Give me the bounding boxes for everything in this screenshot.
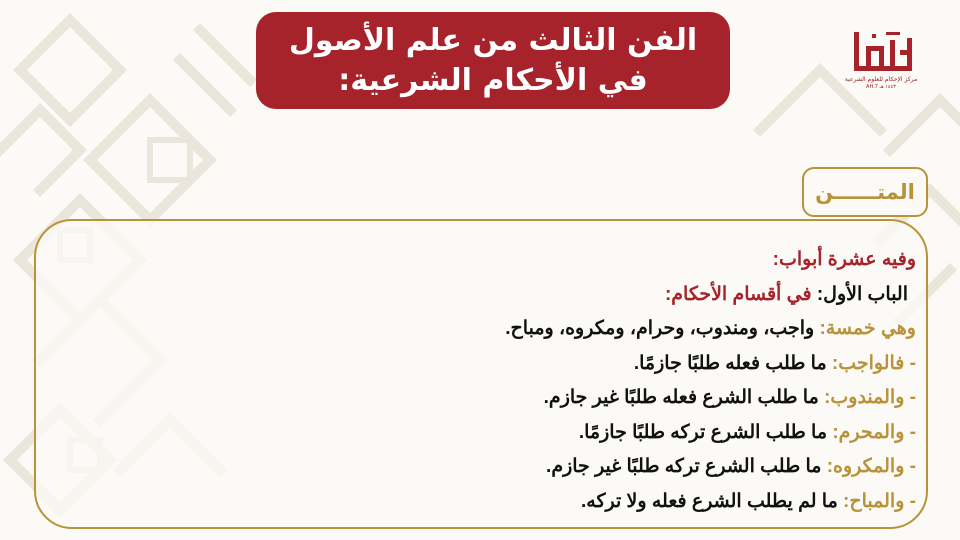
brand-logo <box>846 28 916 96</box>
chapter-line <box>56 278 916 313</box>
definition-row <box>56 347 916 382</box>
bullet-dash: - <box>909 387 916 408</box>
definition-term: والمكروه: <box>826 456 905 477</box>
section-label-box <box>802 167 928 217</box>
definition-row <box>56 381 916 416</box>
definition-text: ما طلب الشرع تركه طلبًا جازمًا. <box>578 421 828 443</box>
definition-text: ما طلب فعله طلبًا جازمًا. <box>633 352 827 374</box>
bullet-dash: - <box>909 352 916 374</box>
logo-subcaption: AH.7 ١٤٤٣ هـ <box>866 84 896 90</box>
intro-line <box>56 243 916 278</box>
definition-text: ما لم يطلب الشرع فعله ولا تركه. <box>581 490 838 512</box>
list-text: واجب، ومندوب، وحرام، ومكروه، ومباح. <box>505 318 815 339</box>
content-panel <box>34 219 928 529</box>
title-banner <box>256 12 730 109</box>
definition-text: ما طلب الشرع تركه طلبًا غير جازم. <box>546 456 822 477</box>
list-line <box>56 312 916 347</box>
intro-text: وفيه عشرة أبواب: <box>772 249 916 270</box>
definition-text: ما طلب الشرع فعله طلبًا غير جازم. <box>543 387 819 408</box>
definition-term: فالواجب: <box>831 352 905 374</box>
bullet-dash: - <box>909 421 916 443</box>
definition-row <box>56 485 916 520</box>
list-label: وهي خمسة: <box>819 318 916 339</box>
definition-term: والمباح: <box>843 490 905 512</box>
bullet-dash: - <box>909 456 916 477</box>
chapter-label: الباب الأول: <box>816 283 908 305</box>
definition-row <box>56 450 916 485</box>
definition-term: والمحرم: <box>832 421 905 443</box>
title-line-1: الفن الثالث من علم الأصول <box>288 22 698 58</box>
definition-row <box>56 416 916 451</box>
bullet-dash: - <box>909 490 916 512</box>
chapter-title: في أقسام الأحكام: <box>664 283 812 305</box>
definition-term: والمندوب: <box>824 387 905 408</box>
logo-caption: مركز الإحكام للعلوم الشرعية <box>844 76 918 83</box>
title-line-2: في الأحكام الشرعية: <box>338 62 648 98</box>
section-label: المتــــــن <box>815 180 915 204</box>
logo-mark <box>846 28 916 76</box>
